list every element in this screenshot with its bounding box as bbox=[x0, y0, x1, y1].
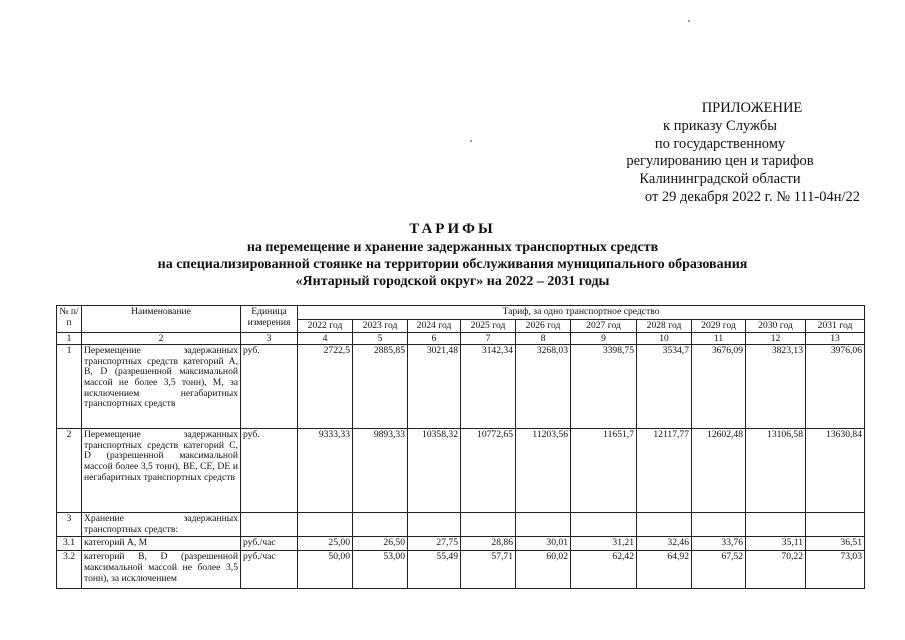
appendix-line: от 29 декабря 2022 г. № 111-04н/22 bbox=[644, 188, 860, 205]
column-number: 11 bbox=[692, 333, 746, 345]
title-line: «Янтарный городской округ» на 2022 – 2031 годы bbox=[295, 274, 610, 289]
column-number: 1 bbox=[57, 333, 82, 345]
tariff-value: 36,51 bbox=[806, 537, 865, 551]
tariff-value: 13106,58 bbox=[746, 429, 806, 513]
table-row bbox=[57, 513, 865, 537]
scan-artifact bbox=[688, 20, 690, 22]
column-number: 12 bbox=[746, 333, 806, 345]
tariff-value: 55,49 bbox=[408, 551, 461, 589]
column-number: 4 bbox=[298, 333, 353, 345]
table-row bbox=[57, 551, 865, 589]
tariff-value bbox=[353, 513, 408, 537]
header-tariff: Тариф, за одно транспортное средство bbox=[298, 306, 865, 320]
row-name: Хранение задержанных транспортных средств: bbox=[82, 513, 241, 537]
tariff-value bbox=[746, 513, 806, 537]
row-unit: руб./час bbox=[241, 551, 298, 589]
tariff-value: 50,00 bbox=[298, 551, 353, 589]
row-unit: руб. bbox=[241, 345, 298, 429]
tariff-value: 32,46 bbox=[637, 537, 692, 551]
tariff-value: 53,00 bbox=[353, 551, 408, 589]
appendix-line: по государственному bbox=[654, 135, 786, 152]
appendix-line: ПРИЛОЖЕНИЕ bbox=[701, 100, 803, 116]
row-number: 2 bbox=[57, 429, 82, 513]
column-number: 5 bbox=[353, 333, 408, 345]
title-line: на специализированной стоянке на территории обслуживания муниципального образования bbox=[157, 257, 748, 272]
tariff-value: 3398,75 bbox=[571, 345, 637, 429]
tariff-value bbox=[461, 513, 516, 537]
row-number: 3.1 bbox=[57, 537, 82, 551]
tariff-value: 3142,34 bbox=[461, 345, 516, 429]
row-number: 3 bbox=[57, 513, 82, 537]
tariff-value: 3676,09 bbox=[692, 345, 746, 429]
tariff-value: 27,75 bbox=[408, 537, 461, 551]
header-row bbox=[57, 306, 865, 320]
header-year: 2023 год bbox=[353, 319, 408, 333]
row-name: категорий A, M bbox=[82, 537, 241, 551]
tariff-value bbox=[692, 513, 746, 537]
header-year: 2030 год bbox=[746, 319, 806, 333]
column-number: 10 bbox=[637, 333, 692, 345]
tariff-value: 33,76 bbox=[692, 537, 746, 551]
tariff-value: 3976,06 bbox=[806, 345, 865, 429]
tariff-value: 57,71 bbox=[461, 551, 516, 589]
tariff-value bbox=[806, 513, 865, 537]
column-number: 8 bbox=[516, 333, 571, 345]
header-no: № п/п bbox=[57, 306, 82, 333]
tariff-value: 67,52 bbox=[692, 551, 746, 589]
tariff-value: 64,92 bbox=[637, 551, 692, 589]
tariff-value: 3021,48 bbox=[408, 345, 461, 429]
appendix-line: Калининградской области bbox=[639, 171, 801, 188]
tariff-value: 31,21 bbox=[571, 537, 637, 551]
header-year: 2027 год bbox=[571, 319, 637, 333]
header-year: 2031 год bbox=[806, 319, 865, 333]
tariff-value: 30,01 bbox=[516, 537, 571, 551]
tariff-value: 12117,77 bbox=[637, 429, 692, 513]
tariff-value bbox=[516, 513, 571, 537]
header-name: Наименование bbox=[82, 306, 241, 333]
tariff-value: 3268,03 bbox=[516, 345, 571, 429]
header-year: 2024 год bbox=[408, 319, 461, 333]
tariff-value: 73,03 bbox=[806, 551, 865, 589]
tariff-value: 62,42 bbox=[571, 551, 637, 589]
column-numbers-row bbox=[57, 333, 865, 345]
tariff-value bbox=[637, 513, 692, 537]
column-number: 6 bbox=[408, 333, 461, 345]
column-number: 3 bbox=[241, 333, 298, 345]
header-unit: Единица измерения bbox=[241, 306, 298, 333]
header-year: 2025 год bbox=[461, 319, 516, 333]
table-row bbox=[57, 345, 865, 429]
tariff-value: 28,86 bbox=[461, 537, 516, 551]
tariff-value: 11203,56 bbox=[516, 429, 571, 513]
column-number: 2 bbox=[82, 333, 241, 345]
tariff-value: 9333,33 bbox=[298, 429, 353, 513]
tariff-value: 26,50 bbox=[353, 537, 408, 551]
header-year: 2022 год bbox=[298, 319, 353, 333]
row-name: категорий B, D (разрешенной максимальной массой не более 3,5 тонн), за исключением bbox=[82, 551, 241, 589]
tariff-value: 11651,7 bbox=[571, 429, 637, 513]
header-year: 2029 год bbox=[692, 319, 746, 333]
tariff-value: 9893,33 bbox=[353, 429, 408, 513]
tariff-value: 2722,5 bbox=[298, 345, 353, 429]
tariff-table bbox=[56, 305, 865, 589]
table-row bbox=[57, 429, 865, 513]
tariff-value: 3534,7 bbox=[637, 345, 692, 429]
tariff-value: 35,11 bbox=[746, 537, 806, 551]
tariff-value: 10358,32 bbox=[408, 429, 461, 513]
column-number: 13 bbox=[806, 333, 865, 345]
header-year: 2026 год bbox=[516, 319, 571, 333]
appendix-block bbox=[560, 100, 860, 207]
appendix-line: к приказу Службы bbox=[663, 117, 777, 134]
document-title bbox=[0, 221, 905, 290]
column-number: 9 bbox=[571, 333, 637, 345]
header-year: 2028 год bbox=[637, 319, 692, 333]
appendix-line: регулированию цен и тарифов bbox=[626, 153, 814, 170]
title-main: ТАРИФЫ bbox=[409, 221, 496, 237]
row-name: Перемещение задержанных транспортных средств категорий C, D (разрешенной максимальной массой более 3,5 тонн), BE, CE, DE и негабаритных транспортных средств bbox=[82, 429, 241, 513]
tariff-value: 25,00 bbox=[298, 537, 353, 551]
tariff-value: 10772,65 bbox=[461, 429, 516, 513]
row-unit: руб./час bbox=[241, 537, 298, 551]
title-line: на перемещение и хранение задержанных транспортных средств bbox=[246, 240, 659, 255]
scan-artifact bbox=[470, 140, 472, 142]
tariff-value bbox=[571, 513, 637, 537]
row-number: 1 bbox=[57, 345, 82, 429]
tariff-value: 3823,13 bbox=[746, 345, 806, 429]
tariff-value: 60,02 bbox=[516, 551, 571, 589]
row-unit bbox=[241, 513, 298, 537]
row-unit: руб. bbox=[241, 429, 298, 513]
tariff-value: 12602,48 bbox=[692, 429, 746, 513]
row-name: Перемещение задержанных транспортных средств категорий A, B, D (разрешенной максимальной массой не более 3,5 тонн), M, за исключением негабаритных транспортных средств bbox=[82, 345, 241, 429]
tariff-value: 2885,85 bbox=[353, 345, 408, 429]
table-row bbox=[57, 537, 865, 551]
tariff-value bbox=[298, 513, 353, 537]
tariff-value: 13630,84 bbox=[806, 429, 865, 513]
tariff-value bbox=[408, 513, 461, 537]
row-number: 3.2 bbox=[57, 551, 82, 589]
column-number: 7 bbox=[461, 333, 516, 345]
table-body bbox=[57, 345, 865, 589]
tariff-value: 70,22 bbox=[746, 551, 806, 589]
